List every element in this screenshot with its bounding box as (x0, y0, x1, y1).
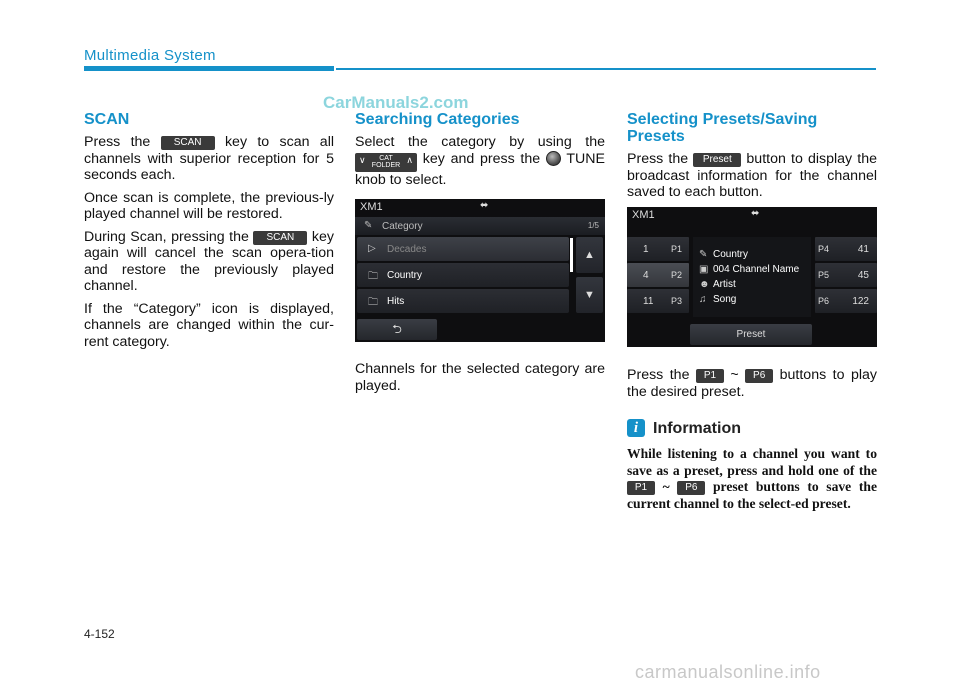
list-item[interactable]: 🗀 Country (357, 263, 569, 287)
preset-button-p3[interactable]: 11 P3 (627, 289, 689, 313)
scan-heading: SCAN (84, 111, 130, 128)
scan-section (84, 111, 334, 356)
p1-button-icon: P1 (627, 481, 655, 495)
preset-button-p5[interactable]: P5 45 (815, 263, 877, 287)
category-icon: ✎ (364, 220, 373, 231)
song-icon: ♫ (699, 294, 707, 305)
header-bar-thin (336, 68, 876, 70)
presets-heading: Selecting Presets/Saving Presets (627, 111, 818, 145)
information-title: Information (653, 420, 741, 437)
channel-info-panel: ✎ Country ▣ 004 Channel Name ☻ Artist ♫ Song (693, 237, 811, 317)
header-bar-thick (84, 66, 334, 71)
list-item[interactable]: 🗀 Hits (357, 289, 569, 313)
category-icon: ✎ (699, 249, 708, 260)
preset-button-p4[interactable]: P4 41 (815, 237, 877, 261)
searching-paragraph-1: Select the category by using the ∨ CAT FOLDER ∧ key and press the TUNE knob to select. (355, 134, 605, 188)
page-indicator: 1/5 (587, 221, 599, 230)
searching-paragraph-2: Channels for the selected category are played. (355, 361, 605, 394)
xm-logo: XM1 (360, 201, 383, 213)
preset-button-p2[interactable]: 4 P2 (627, 263, 689, 287)
scroll-down-button[interactable]: ▼ (576, 277, 603, 313)
scan-key-icon: SCAN (253, 231, 307, 245)
folder-icon: 🗀 (368, 297, 378, 308)
presets-paragraph-2: Press the P1 ~ P6 buttons to play the desired preset. (627, 367, 877, 400)
scan-paragraph-4: If the “Category” icon is displayed, channels are changed within the cur-rent category. (84, 300, 334, 350)
p6-button-icon: P6 (745, 369, 773, 383)
usb-icon: ⬌ (751, 208, 760, 219)
scan-paragraph-1: Press the SCAN key to scan all channels with superior reception for 5 seconds each. (84, 134, 335, 183)
category-screen (355, 199, 605, 342)
page-number: 4-152 (84, 627, 115, 641)
scan-paragraph-3: During Scan, pressing the SCAN key again will cancel the scan opera-tion and restore the previously played channel. (84, 228, 334, 294)
artist-icon: ☻ (699, 279, 710, 290)
presets-section (627, 111, 877, 207)
cat-folder-key-icon: ∨ CAT FOLDER ∧ (355, 153, 417, 172)
preset-button-p1[interactable]: 1 P1 (627, 237, 689, 261)
information-body: While listening to a channel you want to save as a preset, press and hold one of the P1 ~ P6 preset buttons to save the current channel to the select-ed preset. (627, 446, 877, 511)
preset-toggle-button[interactable]: Preset (690, 324, 812, 345)
usb-icon: ⬌ (480, 200, 489, 211)
xm-logo: XM1 (632, 209, 655, 221)
p1-button-icon: P1 (696, 369, 724, 383)
category-bar: ✎ Category 1/5 (355, 217, 605, 235)
preset-button-icon: Preset (693, 153, 741, 167)
searching-section (355, 111, 605, 194)
folder-icon: 🗀 (368, 271, 378, 282)
back-button[interactable]: ⮌ (357, 319, 437, 340)
scan-paragraph-2: Once scan is complete, the previous-ly played channel will be restored. (84, 189, 334, 222)
tune-knob-icon (546, 151, 561, 166)
list-item[interactable]: ▷ Decades (357, 237, 569, 261)
info-icon: i (627, 419, 645, 437)
watermark: CarManuals2.com (323, 93, 469, 112)
section-title: Multimedia System (84, 47, 216, 64)
presets-paragraph-1: Press the Preset button to display the broadcast information for the channel saved to each button. (627, 151, 878, 200)
p6-button-icon: P6 (677, 481, 705, 495)
scroll-up-button[interactable]: ▲ (576, 237, 603, 273)
footer-watermark: carmanualsonline.info (635, 662, 821, 682)
searching-heading: Searching Categories (355, 111, 520, 128)
channel-icon: ▣ (699, 264, 709, 275)
scan-key-icon: SCAN (161, 136, 215, 150)
scrollbar[interactable] (570, 238, 573, 272)
preset-screen (627, 207, 877, 347)
play-icon: ▷ (368, 243, 376, 254)
preset-button-p6[interactable]: P6 122 (815, 289, 877, 313)
